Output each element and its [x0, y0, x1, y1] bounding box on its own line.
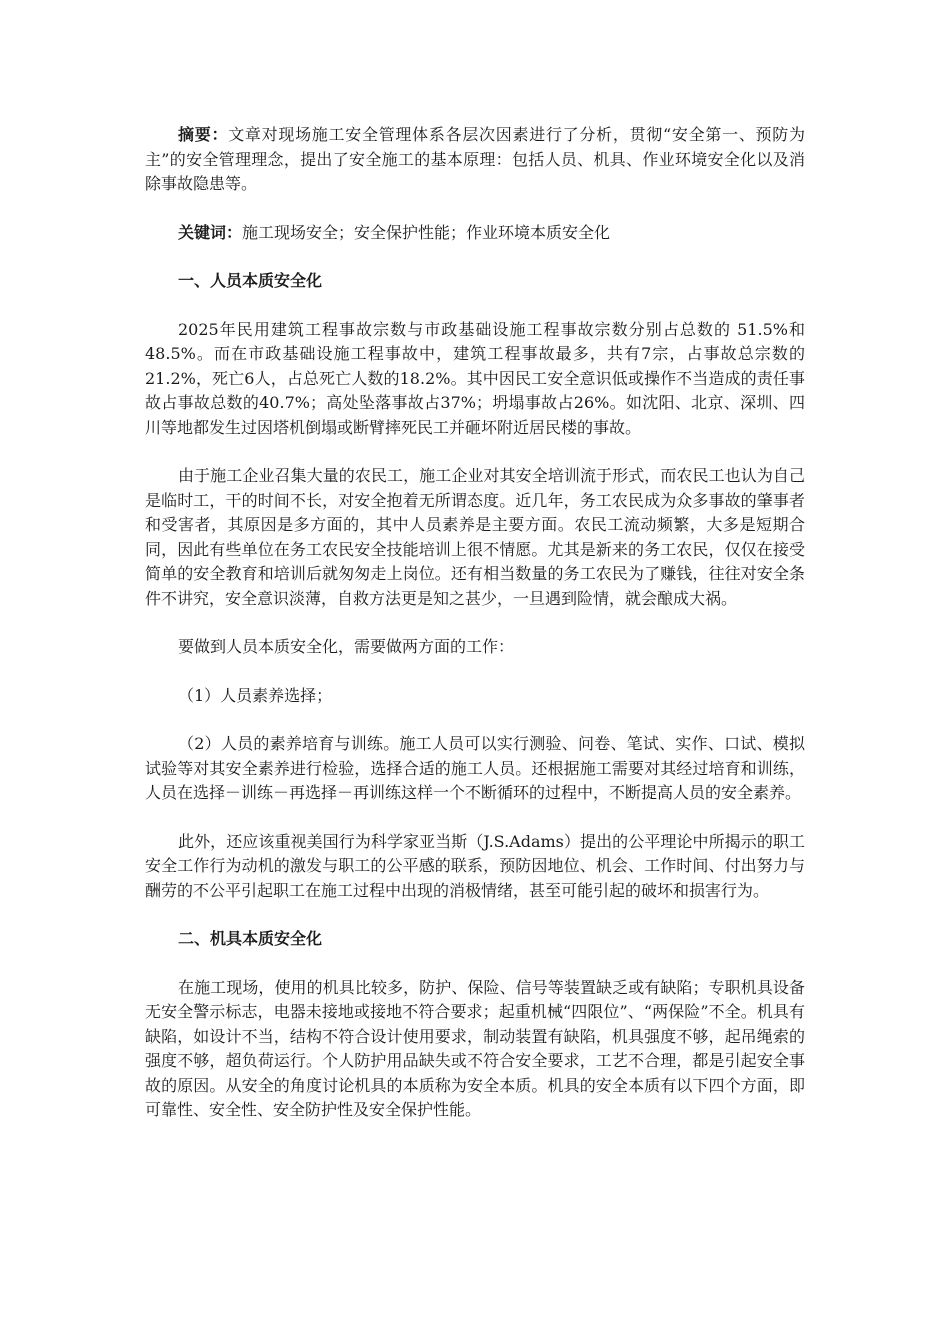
section1-paragraph-1: 2025年民用建筑工程事故宗数与市政基础设施工程事故宗数分别占总数的 51.5%和48.5%。而在市政基础设施工程事故中，建筑工程事故最多，共有7宗，占事故总宗数的21.2%，死亡6人，占总死亡人数的18.2%。其中因民工安全意识低或操作不当造成的责任事故占事故总数的40.7%；高处坠落事故占37%；坍塌事故占26%。如沈阳、北京、深圳、四川等地都发生过因塔机倒塌或断臂摔死民工并砸坏附近居民楼的事故。 [145, 319, 805, 437]
keywords-paragraph [145, 221, 805, 246]
section-heading-machinery: 二、机具本质安全化 [178, 929, 323, 948]
section-heading-personnel: 一、人员本质安全化 [178, 271, 323, 290]
abstract-label: 摘要： [178, 125, 229, 144]
section1-paragraph-3: 要做到人员本质安全化，需要做两方面的工作： [178, 637, 515, 656]
section1-list-item-1: （1）人员素养选择； [178, 685, 333, 705]
abstract-paragraph [145, 123, 805, 197]
keywords-label: 关键词： [178, 222, 243, 242]
section1-paragraph-4: 此外，还应该重视美国行为科学家亚当斯（J.S.Adams）提出的公平理论中所揭示的职工安全工作行为动机的激发与职工的公平感的联系，预防因地位、机会、工作时间、付出努力与酬劳的不公平引起职工在施工过程中出现的消极情绪，甚至可能引起的破坏和损害行为。 [145, 831, 805, 900]
abstract-text: 文章对现场施工安全管理体系各层次因素进行了分析，贯彻“安全第一、预防为主”的安全管理理念，提出了安全施工的基本原理：包括人员、机具、作业环境安全化以及消除事故隐患等。 [145, 125, 805, 193]
section1-list-item-2: （2）人员的素养培育与训练。施工人员可以实行测验、问卷、笔试、实作、口试、模拟试验等对其安全素养进行检验，选择合适的施工人员。还根据施工需要对其经过培育和训练，人员在选择－训练－再选择－再训练这样一个不断循环的过程中，不断提高人员的安全素养。 [145, 734, 805, 802]
keywords-text: 施工现场安全；安全保护性能；作业环境本质安全化 [242, 222, 611, 242]
document-body [145, 123, 805, 1147]
section1-paragraph-2: 由于施工企业召集大量的农民工，施工企业对其安全培训流于形式，而农民工也认为自己是临时工，干的时间不长，对安全抱着无所谓态度。近几年，务工农民成为众多事故的肇事者和受害者，其原因是多方面的，其中人员素养是主要方面。农民工流动频繁，大多是短期合同，因此有些单位在务工农民安全技能培训上很不情愿。尤其是新来的务工农民，仅仅在接受简单的安全教育和培训后就匆匆走上岗位。还有相当数量的务工农民为了赚钱，往往对安全条件不讲究，安全意识淡薄，自救方法更是知之甚少，一旦遇到险情，就会酿成大祸。 [145, 466, 805, 608]
section2-paragraph-1: 在施工现场，使用的机具比较多，防护、保险、信号等装置缺乏或有缺陷；专职机具设备无安全警示标志，电器未接地或接地不符合要求；起重机械“四限位”、“两保险”不全。机具有缺陷，如设计不当，结构不符合设计使用要求，制动装置有缺陷，机具强度不够，起吊绳索的强度不够，超负荷运行。个人防护用品缺失或不符合安全要求，工艺不合理，都是引起安全事故的原因。从安全的角度讨论机具的本质称为安全本质。机具的安全本质有以下四个方面，即可靠性、安全性、安全防护性及安全保护性能。 [145, 977, 805, 1119]
